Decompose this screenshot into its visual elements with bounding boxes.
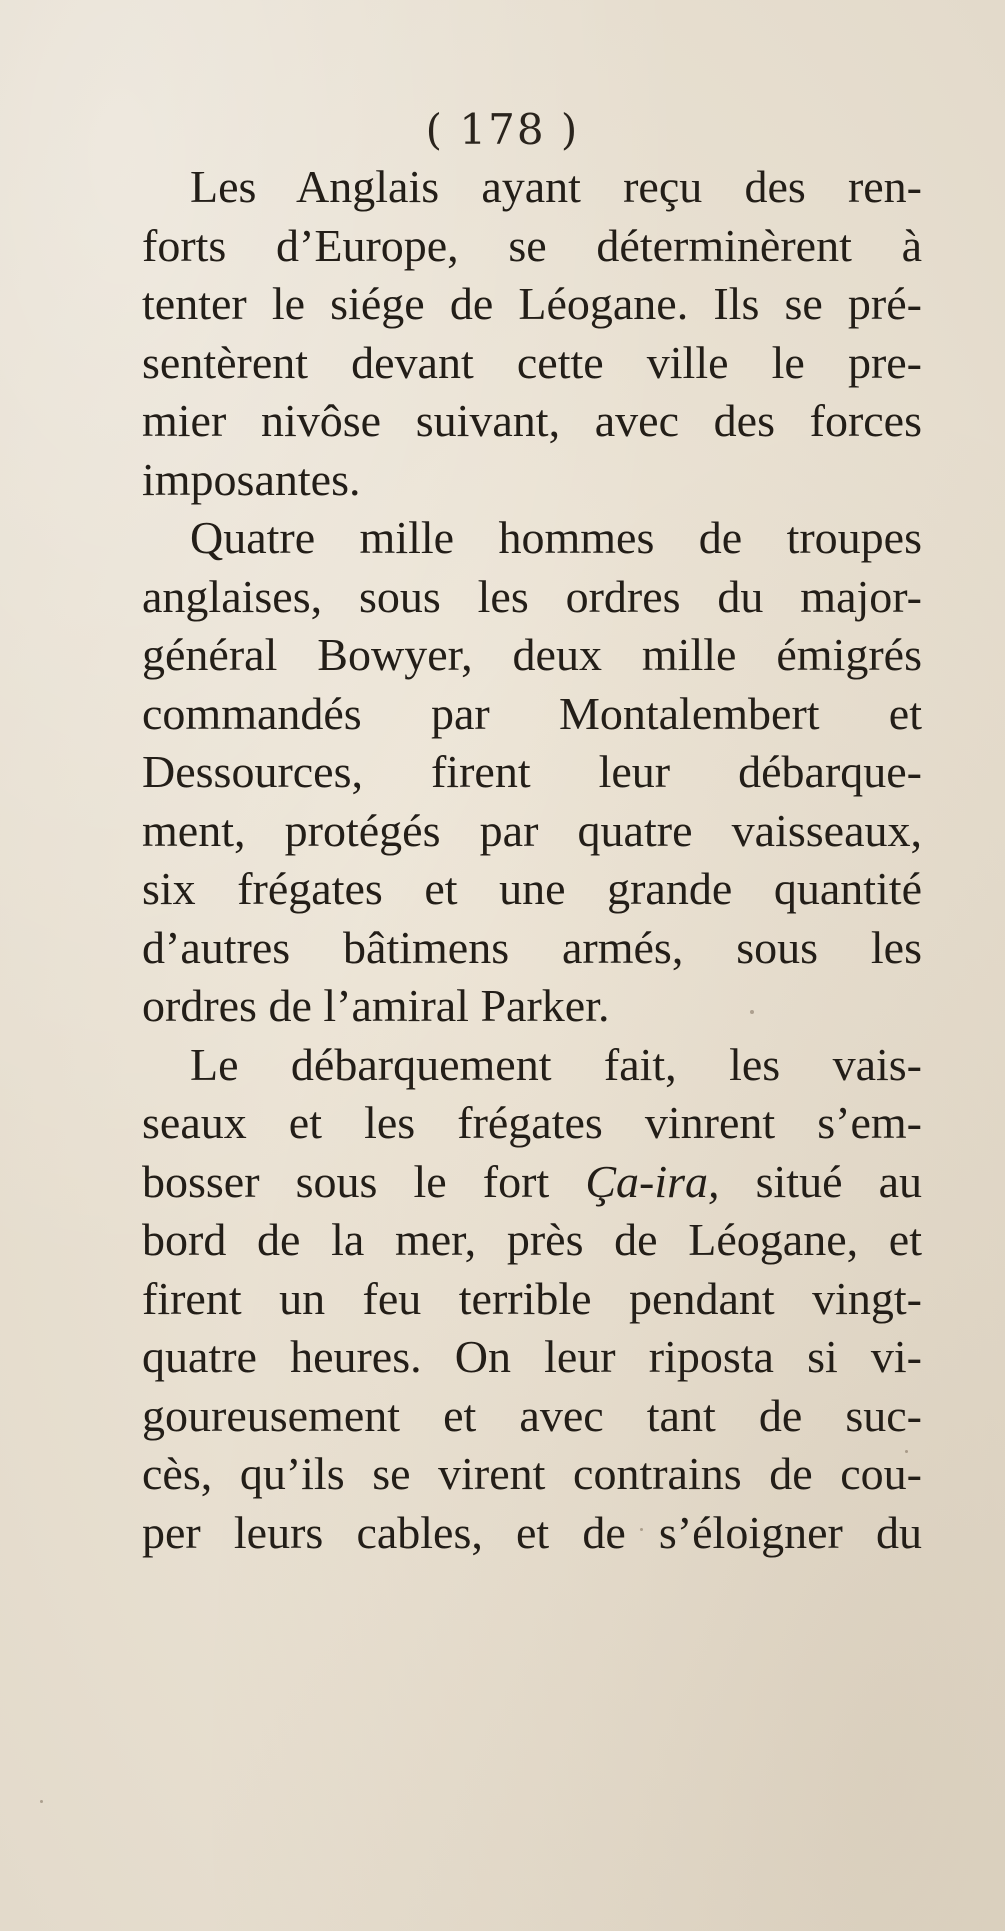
text-line: goureusement et avec tant de suc- xyxy=(142,1389,922,1441)
fort-name-italic: Ça-ira, xyxy=(585,1155,720,1207)
text-line: Le débarquement fait, les vais- xyxy=(190,1038,922,1090)
text-line: d’autres bâtimens armés, sous les xyxy=(142,921,922,973)
text-line: firent un feu terrible pendant vingt- xyxy=(142,1272,922,1324)
text-line: quatre heures. On leur riposta si vi- xyxy=(142,1331,922,1382)
text-line: cès, qu’ils se virent contrains de cou- xyxy=(142,1448,922,1499)
text-line: Les Anglais ayant reçu des ren- xyxy=(190,161,922,212)
text-line: per leurs cables, et de s’éloigner du xyxy=(142,1506,922,1558)
text-line: tenter le siége de Léogane. Ils se pré- xyxy=(142,278,922,329)
text-segment: situé au xyxy=(719,1155,922,1207)
text-line: Quatre mille hommes de troupes xyxy=(190,512,922,563)
text-line xyxy=(142,1153,922,1212)
text-line: commandés par Montalembert et xyxy=(142,687,922,739)
text-line: bord de la mer, près de Léogane, et xyxy=(142,1214,922,1265)
text-line: Dessources, firent leur débarque- xyxy=(142,746,922,797)
body-text xyxy=(142,158,922,1562)
text-line: anglaises, sous les ordres du major- xyxy=(142,570,922,622)
text-line: ment, protégés par quatre vaisseaux, xyxy=(142,804,922,856)
text-line: seaux et les frégates vinrent s’em- xyxy=(142,1097,922,1148)
text-line: mier nivôse suivant, avec des forces xyxy=(142,395,922,446)
text-line: imposantes. xyxy=(142,453,361,505)
text-line: forts d’Europe, se déterminèrent à xyxy=(142,219,922,271)
text-line: ordres de l’amiral Parker. xyxy=(142,980,610,1031)
text-segment: bosser sous le fort xyxy=(142,1155,586,1207)
text-line: sentèrent devant cette ville le pre- xyxy=(142,336,922,388)
text-line: général Bowyer, deux mille émigrés xyxy=(142,629,922,680)
page-number: ( 178 ) xyxy=(425,105,580,154)
text-line: six frégates et une grande quantité xyxy=(142,863,922,914)
